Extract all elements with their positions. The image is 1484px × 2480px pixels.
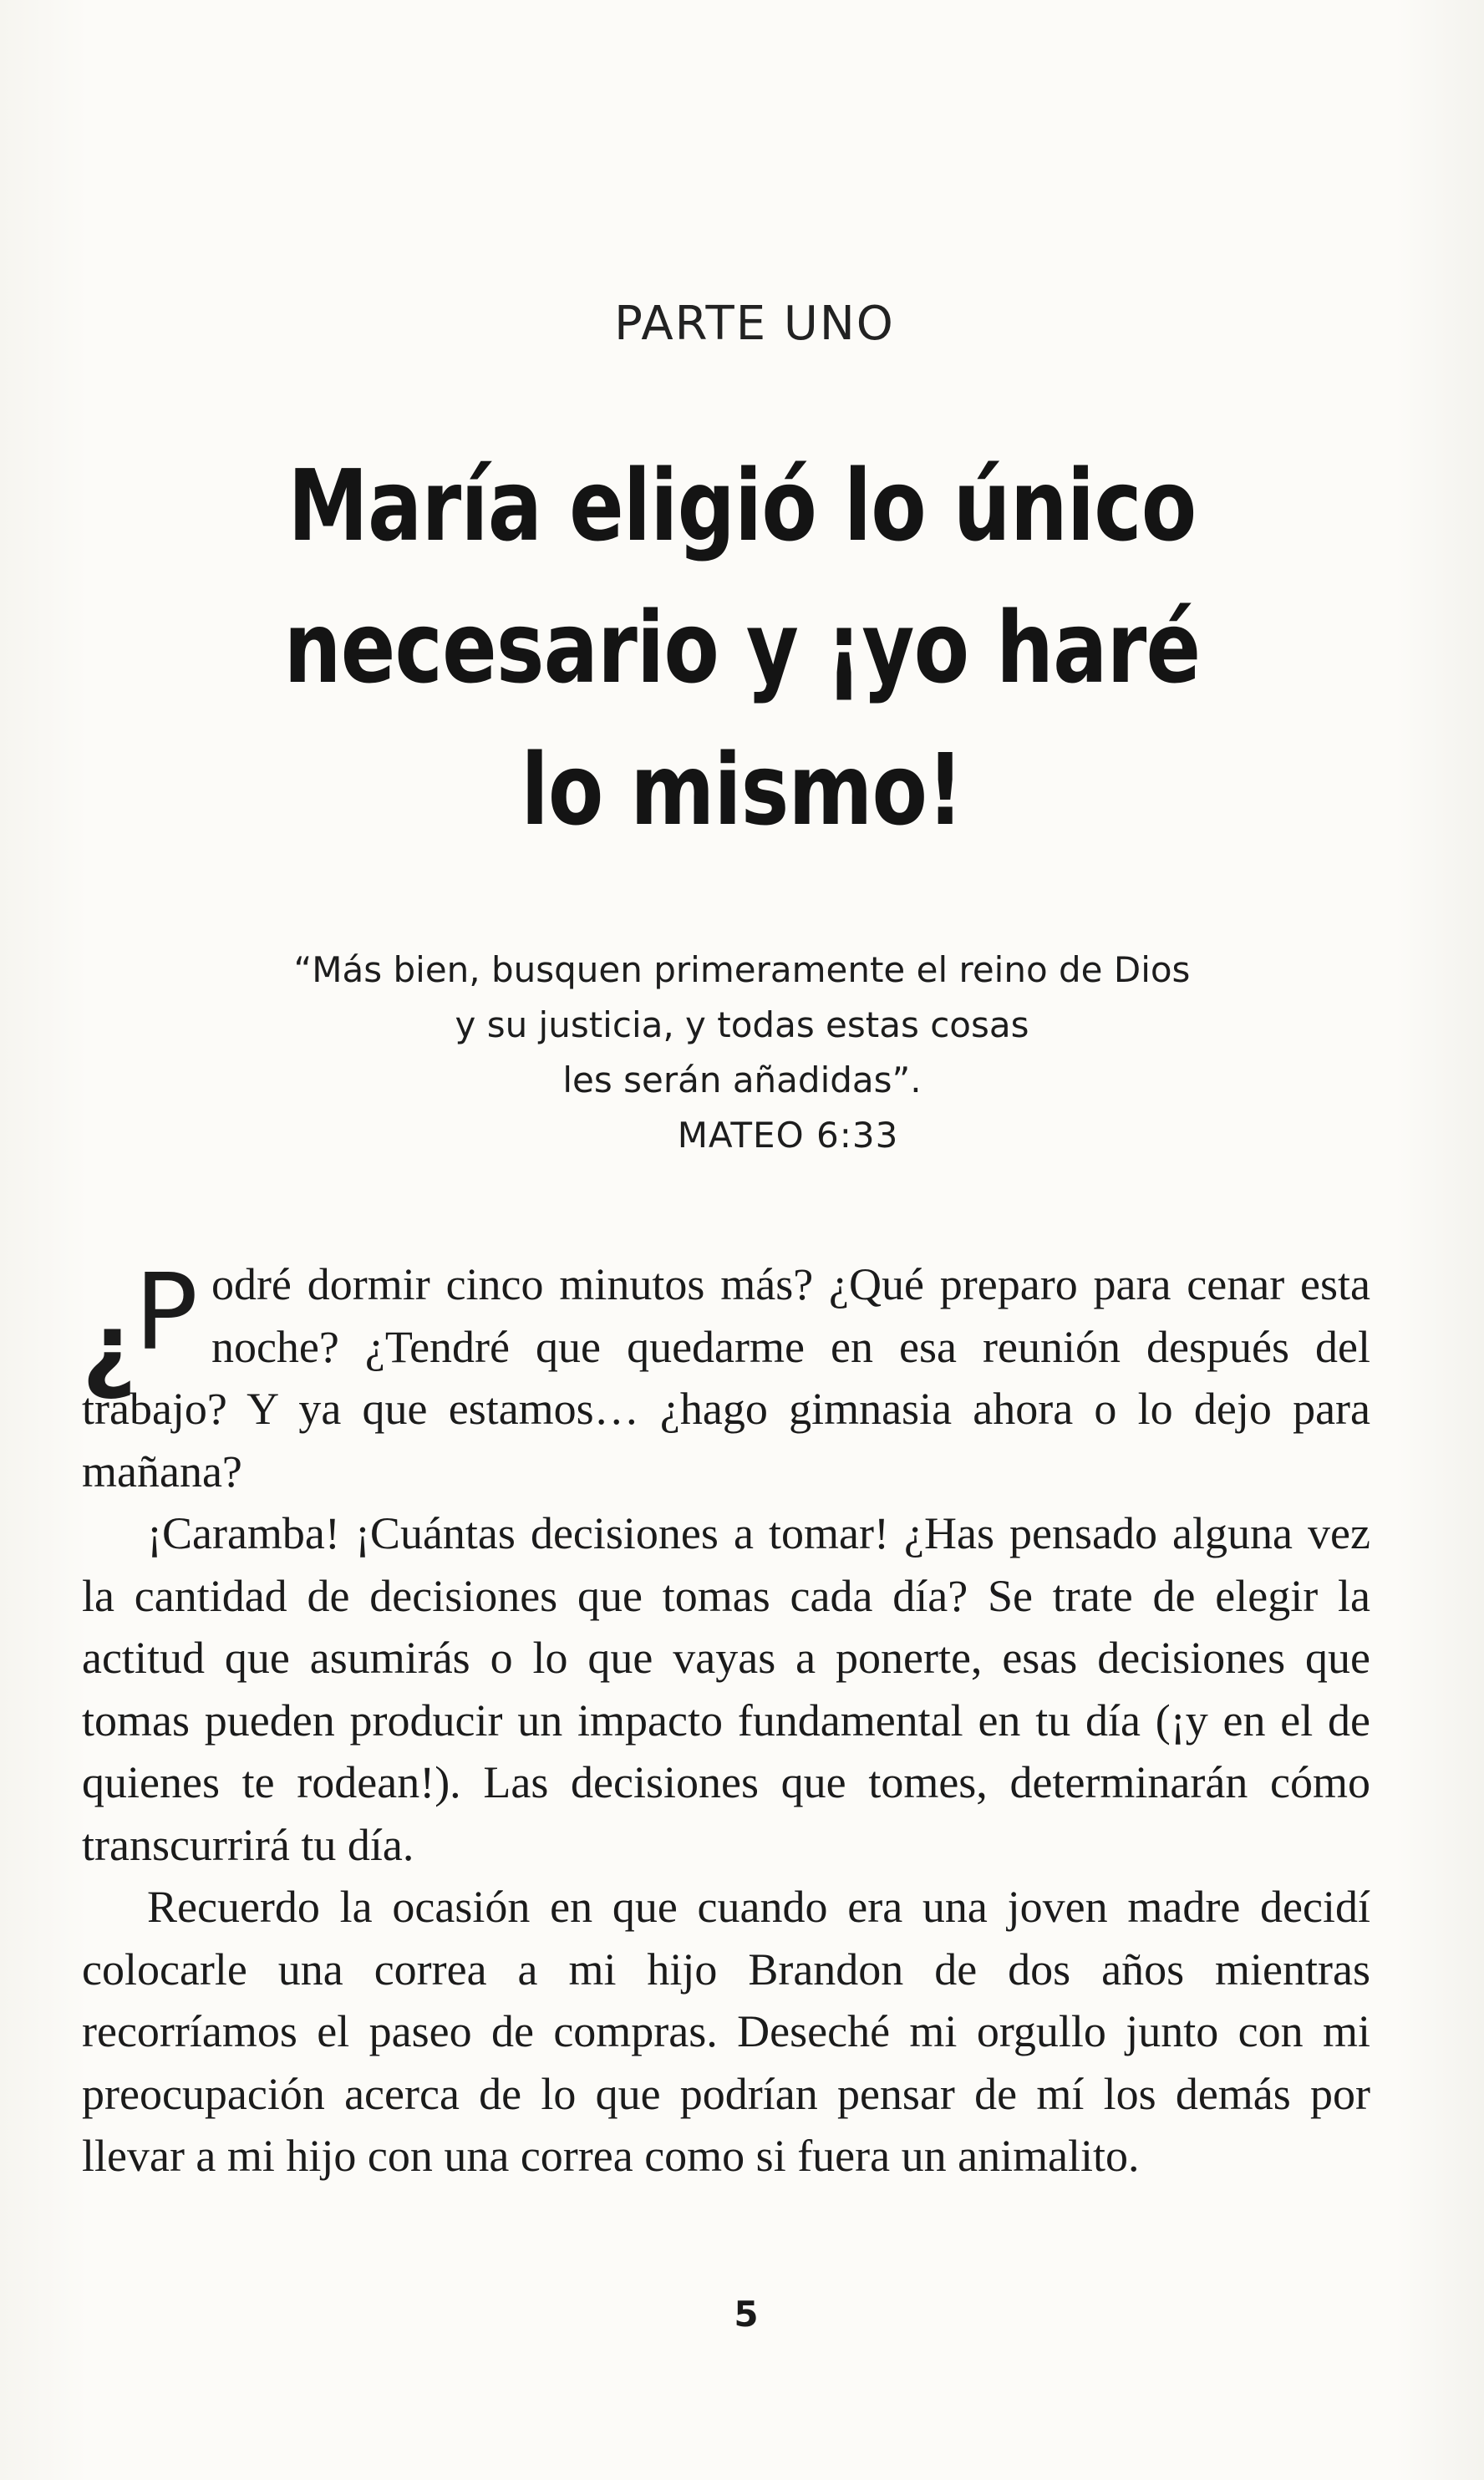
epigraph-line: “Más bien, busquen primeramente el reino de Dios bbox=[293, 949, 1191, 990]
paragraph bbox=[82, 1253, 1370, 1502]
chapter-title bbox=[271, 435, 1213, 861]
part-label: PARTE UNO bbox=[614, 297, 895, 351]
epigraph-reference: MATEO 6:33 bbox=[677, 1115, 899, 1156]
epigraph bbox=[251, 943, 1233, 1163]
epigraph-line: y su justicia, y todas estas cosas bbox=[455, 1004, 1029, 1045]
epigraph-line: les serán añadidas”. bbox=[562, 1060, 922, 1100]
drop-cap-punctuation: ¿ bbox=[82, 1294, 136, 1403]
drop-cap-letter: P bbox=[134, 1251, 198, 1374]
page-number: 5 bbox=[734, 2294, 759, 2335]
chapter-title-line: lo mismo! bbox=[521, 732, 963, 847]
chapter-title-line: necesario y ¡yo haré bbox=[283, 590, 1201, 705]
paragraph: Recuerdo la ocasión en que cuando era una joven madre decidí colocarle una correa a mi hijo Brandon de dos años mientras recorríamos el paseo de compras. Deseché mi orgullo junto con mi preocupación acerca de lo que podrían pensar de mí los demás por llevar a mi hijo con una correa como si fuera un animalito. bbox=[82, 1882, 1370, 2181]
paragraph: ¡Caramba! ¡Cuántas decisiones a tomar! ¿Has pensado alguna vez la cantidad de decisiones que tomas cada día? Se trate de elegir la actitud que asumirás o lo que vayas a ponerte, esas decisiones que tomas pueden producir un impacto fundamental en tu día (¡y en el de quienes te rodean!). Las decisiones que tomes, determinarán cómo transcurrirá tu día. bbox=[82, 1508, 1370, 1870]
chapter-title-line: María eligió lo único bbox=[287, 448, 1197, 563]
body-text bbox=[82, 1253, 1370, 2188]
paragraph-text: odré dormir cinco minutos más? ¿Qué preparo para cenar esta noche? ¿Tendré que quedarme en esa reunión después del trabajo? Y ya que estamos… ¿hago gimnasia ahora o lo dejo para mañana? bbox=[82, 1259, 1370, 1497]
drop-cap bbox=[82, 1251, 198, 1403]
